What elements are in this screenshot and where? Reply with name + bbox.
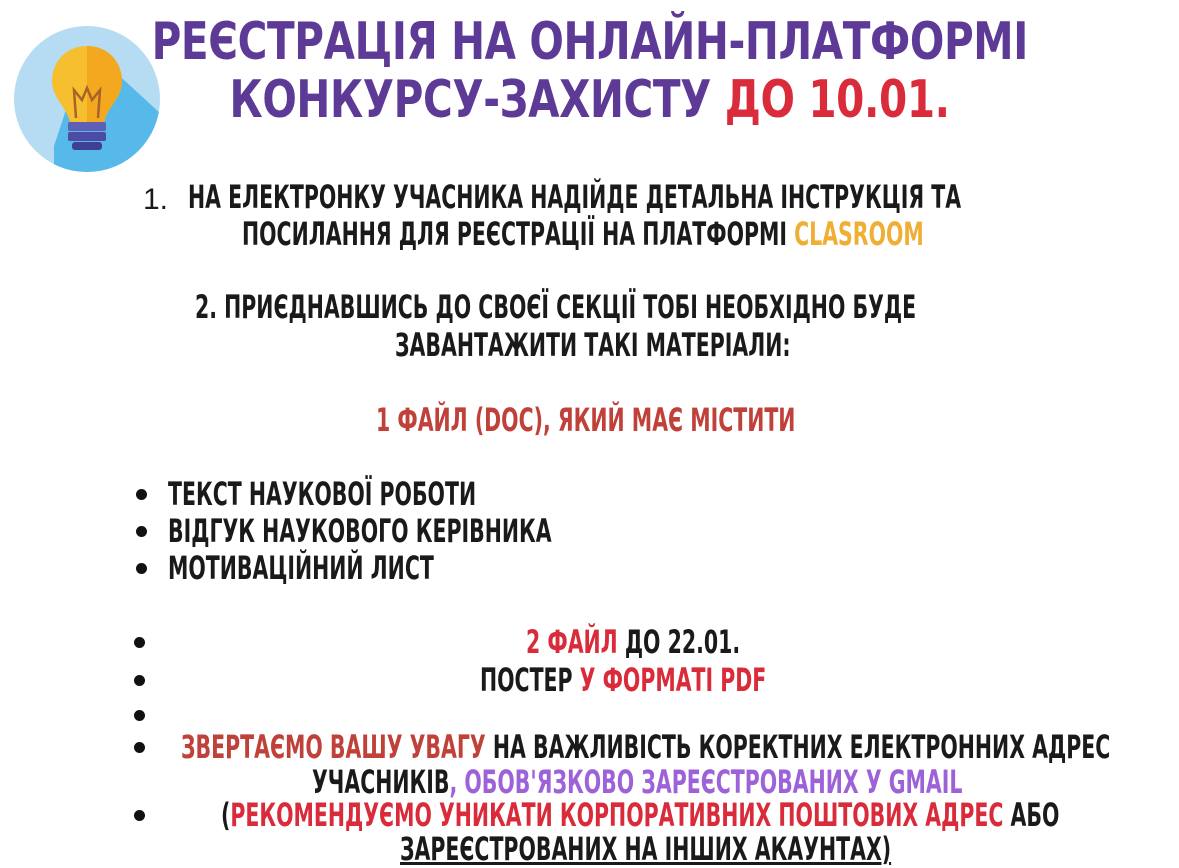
step-1-line-1: НА ЕЛЕКТРОНКУ УЧАСНИКА НАДІЙДЕ ДЕТАЛЬНА ІНСТРУКЦІЯ ТА <box>188 178 962 216</box>
list-item: МОТИВАЦІЙНИЙ ЛИСТ <box>168 549 434 587</box>
step-1-number: 1. <box>143 183 169 216</box>
file-2-line-1: 2 ФАЙЛ ДО 22.01. <box>526 623 741 661</box>
file-1-heading: 1 ФАЙЛ (DOC), ЯКИЙ МАЄ МІСТИТИ <box>376 401 796 439</box>
bullet <box>134 637 145 648</box>
bullet <box>134 742 145 753</box>
file-2-line-2: ПОСТЕР У ФОРМАТІ PDF <box>480 661 767 699</box>
bullet <box>134 710 145 721</box>
step-1-line-2: ПОСИЛАННЯ ДЛЯ РЕЄСТРАЦІЇ НА ПЛАТФОРМІ CLASROOM <box>242 215 924 253</box>
step-2-line-1: 2. ПРИЄДНАВШИСЬ ДО СВОЄЇ СЕКЦІЇ ТОБІ НЕОБХІДНО БУДЕ <box>195 288 917 326</box>
bullet <box>136 526 147 537</box>
bullet <box>136 563 147 574</box>
page-title-line-1 <box>0 14 1179 70</box>
platform-name: CLASROOM <box>794 215 924 253</box>
bullet <box>136 489 147 500</box>
notice-line-4: ЗАРЕЄСТРОВАНИХ НА ІНШИХ АКАУНТАХ) <box>400 830 892 868</box>
step-2-line-2: ЗАВАНТАЖИТИ ТАКІ МАТЕРІАЛИ: <box>395 326 791 364</box>
title-text: РЕЄСТРАЦІЯ НА ОНЛАЙН-ПЛАТФОРМІ <box>151 12 1028 72</box>
notice-line-1: ЗВЕРТАЄМО ВАШУ УВАГУ НА ВАЖЛИВІСТЬ КОРЕКТНИХ ЕЛЕКТРОННИХ АДРЕС <box>181 728 1111 766</box>
page-title-line-2 <box>0 72 1179 128</box>
notice-line-3: (РЕКОМЕНДУЄМО УНИКАТИ КОРПОРАТИВНИХ ПОШТОВИХ АДРЕС АБО <box>221 796 1060 834</box>
bullet <box>134 810 145 821</box>
bullet <box>134 675 145 686</box>
title-text: КОНКУРСУ-ЗАХИСТУ <box>229 70 725 130</box>
list-item: ВІДГУК НАУКОВОГО КЕРІВНИКА <box>168 512 552 550</box>
list-item: ТЕКСТ НАУКОВОЇ РОБОТИ <box>168 475 477 513</box>
notice-line-2: УЧАСНИКІВ, ОБОВ'ЯЗКОВО ЗАРЕЄСТРОВАНИХ У GMAIL <box>312 763 963 801</box>
title-deadline: ДО 10.01. <box>724 70 950 130</box>
